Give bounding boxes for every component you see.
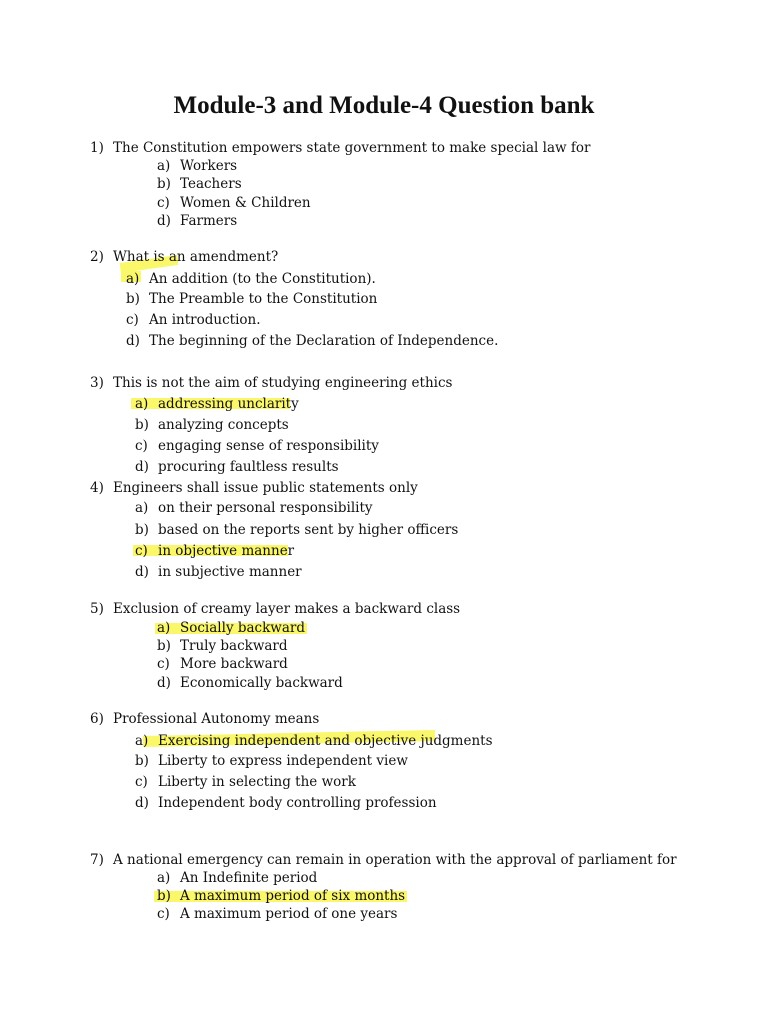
option-text: engaging sense of responsibility	[158, 438, 379, 454]
option-text: More backward	[180, 656, 288, 672]
option-text: Teachers	[180, 176, 242, 192]
option-label: d)	[157, 213, 171, 229]
option-text: Exercising independent and objective judgments	[158, 733, 493, 749]
option-text: A maximum period of six months	[180, 888, 406, 904]
question-4-option-d	[135, 563, 302, 581]
option-label: b)	[157, 176, 171, 192]
question-5-option-c	[157, 655, 288, 673]
question-4	[90, 479, 418, 497]
option-text: Liberty in selecting the work	[158, 774, 356, 790]
question-7	[90, 851, 677, 869]
question-7-option-c	[157, 905, 397, 923]
option-text: Truly backward	[180, 638, 288, 654]
option-text: The Preamble to the Constitution	[149, 291, 378, 307]
question-1-option-d	[157, 212, 237, 230]
question-6-option-b	[135, 752, 408, 770]
question-6-option-c	[135, 773, 356, 791]
question-5-option-d	[157, 674, 343, 692]
option-text: An introduction.	[149, 312, 261, 328]
question-3	[90, 374, 452, 392]
question-2	[90, 248, 278, 266]
question-2-option-b	[126, 290, 377, 308]
option-text: Farmers	[180, 213, 238, 229]
question-1-option-b	[157, 175, 242, 193]
question-6	[90, 710, 319, 728]
option-label: b)	[157, 638, 171, 654]
question-3-option-c	[135, 437, 379, 455]
question-5-option-a	[157, 619, 305, 637]
option-label: a)	[157, 620, 171, 636]
option-label: d)	[135, 459, 149, 475]
question-text: Exclusion of creamy layer makes a backward class	[113, 601, 461, 617]
question-1-option-c	[157, 194, 311, 212]
option-label: c)	[135, 438, 148, 454]
option-text: Economically backward	[180, 675, 343, 691]
option-label: a)	[126, 271, 140, 287]
question-3-option-d	[135, 458, 339, 476]
question-text: A national emergency can remain in operation with the approval of parliament for	[113, 852, 677, 868]
question-2-option-d	[126, 332, 498, 350]
question-4-option-a	[135, 499, 373, 517]
option-text: An Indefinite period	[180, 870, 318, 886]
question-text: What is an amendment?	[113, 249, 279, 265]
option-text: Socially backward	[180, 620, 305, 636]
question-7-option-b	[157, 887, 405, 905]
option-text: Workers	[180, 158, 238, 174]
option-label: a)	[135, 500, 149, 516]
option-label: c)	[135, 774, 148, 790]
option-text: Women & Children	[180, 195, 311, 211]
option-text: Independent body controlling profession	[158, 795, 437, 811]
question-number: 4)	[90, 480, 104, 496]
option-text: analyzing concepts	[158, 417, 289, 433]
question-5-option-b	[157, 637, 288, 655]
option-text: The beginning of the Declaration of Independence.	[149, 333, 499, 349]
option-label: a)	[135, 396, 149, 412]
option-label: d)	[135, 564, 149, 580]
option-label: a)	[135, 733, 149, 749]
option-label: b)	[135, 417, 149, 433]
question-4-option-c	[135, 542, 294, 560]
option-label: d)	[135, 795, 149, 811]
option-label: b)	[135, 522, 149, 538]
page-title: Module-3 and Module-4 Question bank	[173, 92, 595, 119]
option-label: c)	[157, 906, 170, 922]
question-number: 5)	[90, 601, 104, 617]
option-text: in objective manner	[158, 543, 295, 559]
question-2-option-a	[126, 270, 376, 288]
option-label: c)	[126, 312, 139, 328]
question-5	[90, 600, 460, 618]
option-text: Liberty to express independent view	[158, 753, 408, 769]
question-3-option-a	[135, 395, 299, 413]
question-number: 2)	[90, 249, 104, 265]
option-text: procuring faultless results	[158, 459, 339, 475]
question-text: Professional Autonomy means	[113, 711, 320, 727]
question-1	[90, 139, 590, 157]
question-number: 1)	[90, 140, 104, 156]
question-2-option-c	[126, 311, 261, 329]
option-label: c)	[135, 543, 148, 559]
option-label: d)	[157, 675, 171, 691]
question-1-option-a	[157, 157, 237, 175]
question-text: This is not the aim of studying engineering ethics	[113, 375, 453, 391]
option-label: d)	[126, 333, 140, 349]
question-3-option-b	[135, 416, 289, 434]
option-text: An addition (to the Constitution).	[149, 271, 376, 287]
option-label: b)	[126, 291, 140, 307]
question-number: 3)	[90, 375, 104, 391]
option-text: in subjective manner	[158, 564, 302, 580]
option-label: a)	[157, 158, 171, 174]
question-number: 7)	[90, 852, 104, 868]
question-6-option-d	[135, 794, 437, 812]
option-label: b)	[157, 888, 171, 904]
question-text: The Constitution empowers state government to make special law for	[113, 140, 591, 156]
option-text: on their personal responsibility	[158, 500, 373, 516]
question-number: 6)	[90, 711, 104, 727]
option-text: A maximum period of one years	[180, 906, 398, 922]
option-label: c)	[157, 656, 170, 672]
question-7-option-a	[157, 869, 317, 887]
option-text: based on the reports sent by higher officers	[158, 522, 459, 538]
question-4-option-b	[135, 521, 458, 539]
option-label: a)	[157, 870, 171, 886]
option-label: b)	[135, 753, 149, 769]
option-label: c)	[157, 195, 170, 211]
option-text: addressing unclarity	[158, 396, 299, 412]
question-text: Engineers shall issue public statements only	[113, 480, 418, 496]
question-6-option-a	[135, 732, 493, 750]
